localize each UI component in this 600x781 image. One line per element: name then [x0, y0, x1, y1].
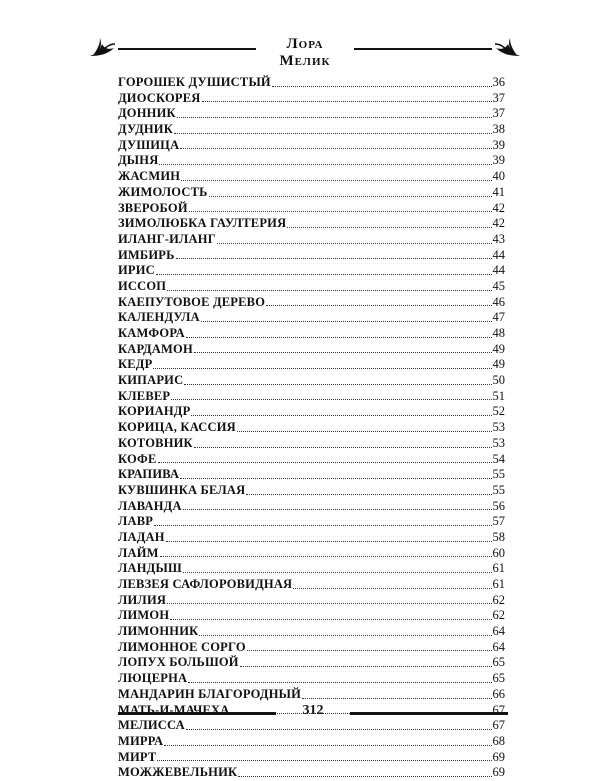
toc-entry — [118, 138, 505, 154]
footer-rule-left — [118, 712, 276, 715]
toc-entry — [118, 765, 505, 781]
toc-entry-title: КИПАРИС — [118, 373, 184, 388]
dot-leader — [293, 587, 491, 589]
dot-leader — [199, 634, 491, 636]
toc-entry-page: 69 — [492, 765, 505, 780]
toc-entry-title: ЛОПУХ БОЛЬШОЙ — [118, 655, 239, 670]
toc-entry-title: ЛИЛИЯ — [118, 592, 167, 607]
toc-entry-page: 42 — [492, 200, 505, 215]
dot-leader — [181, 179, 491, 181]
toc-entry-title: КЕДР — [118, 357, 153, 372]
toc-entry-page: 53 — [492, 435, 505, 450]
toc-entry-page: 69 — [492, 749, 505, 764]
toc-entry-page: 67 — [492, 718, 505, 733]
dot-leader — [194, 351, 492, 353]
dot-leader — [217, 242, 492, 244]
toc-entry-page: 57 — [492, 514, 505, 529]
toc-entry — [118, 263, 505, 279]
toc-entry-title: ИРИС — [118, 263, 155, 278]
toc-entry-page: 62 — [492, 592, 505, 607]
toc-entry-title: КАЕПУТОВОЕ ДЕРЕВО — [118, 294, 266, 309]
toc-entry-title: КАЛЕНДУЛА — [118, 310, 200, 325]
toc-entry — [118, 153, 505, 169]
header-title: Лора Мелик — [279, 36, 331, 69]
toc-entry — [118, 655, 505, 671]
dot-leader — [272, 85, 492, 87]
toc-entry — [118, 373, 505, 389]
toc-entry — [118, 546, 505, 562]
toc-entry — [118, 734, 505, 750]
toc-entry-title: ДИОСКОРЕЯ — [118, 90, 201, 105]
toc-entry-title: ДОННИК — [118, 106, 176, 121]
toc-entry-title: ЛИМОННИК — [118, 624, 199, 639]
running-header — [88, 34, 522, 69]
dot-leader — [188, 681, 491, 683]
dot-leader — [174, 132, 492, 134]
toc-entry-page: 55 — [492, 482, 505, 497]
dot-leader — [189, 210, 492, 212]
toc-entry-title: ДУШИЦА — [118, 137, 180, 152]
toc-entry-title: ЛЕВЗЕЯ САФЛОРОВИДНАЯ — [118, 577, 293, 591]
toc-entry — [118, 279, 505, 295]
dot-leader — [159, 163, 491, 165]
toc-entry — [118, 185, 505, 201]
toc-entry — [118, 452, 505, 468]
toc-entry — [118, 750, 505, 766]
toc-entry — [118, 201, 505, 217]
toc-entry-page: 41 — [492, 184, 505, 199]
toc-entry-page: 37 — [492, 106, 505, 121]
dot-leader — [176, 257, 492, 259]
toc-entry-title: ЛАНДЫШ — [118, 561, 182, 576]
toc-entry — [118, 91, 505, 107]
toc-entry-title: ДУДНИК — [118, 122, 173, 137]
toc-entry-title: ГОРОШЕК ДУШИСТЫЙ — [118, 75, 271, 89]
toc-entry-title: ЛИМОН — [118, 608, 170, 623]
dot-leader — [194, 446, 492, 448]
toc-entry-page: 50 — [492, 373, 505, 388]
toc-entry-page: 45 — [492, 278, 505, 293]
header-rule-left — [118, 48, 256, 50]
toc-entry-page: 65 — [492, 671, 505, 686]
toc-entry — [118, 530, 505, 546]
toc-entry-page: 61 — [492, 561, 505, 576]
leaf-ornament-icon — [88, 36, 116, 60]
toc-entry-page: 52 — [492, 404, 505, 419]
toc-entry — [118, 232, 505, 248]
toc-entry-page: 36 — [492, 75, 505, 89]
dot-leader — [170, 618, 491, 620]
toc-entry-page: 40 — [492, 169, 505, 184]
toc-entry-title: КАРДАМОН — [118, 341, 193, 356]
toc-entry-title: КОРИЦА, КАССИЯ — [118, 420, 236, 435]
dot-leader — [247, 649, 492, 651]
page-number: 312 — [302, 703, 324, 718]
toc-entry — [118, 514, 505, 530]
toc-entry-page: 67 — [492, 702, 505, 717]
dot-leader — [158, 461, 492, 463]
dot-leader — [183, 571, 492, 573]
toc-entry-page: 51 — [492, 388, 505, 403]
dot-leader — [167, 602, 491, 604]
toc-entry-title: МЕЛИССА — [118, 718, 185, 733]
toc-entry — [118, 295, 505, 311]
toc-entry-page: 62 — [492, 608, 505, 623]
toc-entry — [118, 122, 505, 138]
toc-entry-page: 49 — [492, 341, 505, 356]
dot-leader — [287, 226, 491, 228]
toc-entry-page: 53 — [492, 420, 505, 435]
toc-entry-title: ЗВЕРОБОЙ — [118, 200, 188, 215]
dot-leader — [177, 116, 492, 118]
toc-entry — [118, 499, 505, 515]
toc-entry — [118, 640, 505, 656]
dot-leader — [237, 430, 492, 432]
toc-entry — [118, 608, 505, 624]
dot-leader — [183, 508, 492, 510]
dot-leader — [166, 540, 492, 542]
toc-entry-page: 38 — [492, 122, 505, 137]
toc-entry-title: КРАПИВА — [118, 467, 180, 482]
toc-entry — [118, 436, 505, 452]
toc-entry — [118, 342, 505, 358]
toc-entry — [118, 671, 505, 687]
dot-leader — [184, 383, 491, 385]
toc-entry — [118, 169, 505, 185]
dot-leader — [202, 100, 492, 102]
toc-entry-page: 65 — [492, 655, 505, 670]
toc-entry-page: 54 — [492, 451, 505, 466]
dot-leader — [167, 289, 491, 291]
toc-entry-title: ЛАЙМ — [118, 545, 159, 560]
toc-entry — [118, 106, 505, 122]
dot-leader — [209, 195, 492, 197]
toc-entry-page: 64 — [492, 639, 505, 654]
toc-entry — [118, 420, 505, 436]
toc-entry — [118, 389, 505, 405]
toc-entry-title: ИЛАНГ-ИЛАНГ — [118, 231, 216, 246]
dot-leader — [156, 273, 492, 275]
toc-entry-page: 61 — [492, 577, 505, 591]
page-footer — [118, 700, 508, 724]
toc-entry — [118, 561, 505, 577]
dot-leader — [180, 477, 491, 479]
toc-entry-page: 66 — [492, 686, 505, 701]
toc-entry-page: 60 — [492, 545, 505, 560]
toc-entry-title: ДЫНЯ — [118, 153, 159, 168]
dot-leader — [153, 367, 491, 369]
toc-entry — [118, 483, 505, 499]
toc-entry-title: КОТОВНИК — [118, 435, 193, 450]
toc-entry-page: 39 — [492, 137, 505, 152]
toc-entry-page: 68 — [492, 733, 505, 748]
toc-entry-title: КЛЕВЕР — [118, 388, 171, 403]
toc-entry — [118, 310, 505, 326]
toc-entry-title: ИМБИРЬ — [118, 247, 175, 262]
toc-entry-page: 37 — [492, 90, 505, 105]
dot-leader — [186, 728, 492, 730]
toc-entry-title: ЖАСМИН — [118, 169, 181, 184]
toc-entry — [118, 216, 505, 232]
leaf-ornament-icon — [494, 36, 522, 60]
dot-leader — [186, 336, 492, 338]
toc-entry — [118, 467, 505, 483]
toc-entry — [118, 624, 505, 640]
toc-entry-title: КОРИАНДР — [118, 404, 191, 419]
toc-entry-page: 46 — [492, 294, 505, 309]
dot-leader — [201, 320, 492, 322]
dot-leader — [238, 775, 491, 777]
toc-entry-page: 44 — [492, 247, 505, 262]
dot-leader — [246, 493, 491, 495]
dot-leader — [240, 665, 492, 667]
toc-entry-page: 64 — [492, 624, 505, 639]
toc-entry — [118, 357, 505, 373]
toc-entry-page: 47 — [492, 310, 505, 325]
toc-entry-title: МАНДАРИН БЛАГОРОДНЫЙ — [118, 686, 302, 701]
toc-entry — [118, 577, 505, 593]
toc-entry-title: ЖИМОЛОСТЬ — [118, 184, 208, 199]
dot-leader — [171, 398, 491, 400]
dot-leader — [164, 744, 491, 746]
header-rule-right — [354, 48, 492, 50]
toc-entry — [118, 326, 505, 342]
toc-entry-title: ЛАВР — [118, 514, 154, 529]
table-of-contents — [118, 75, 505, 781]
toc-entry-page: 42 — [492, 216, 505, 231]
toc-entry-page: 58 — [492, 529, 505, 544]
toc-entry-title: ИССОП — [118, 278, 167, 293]
toc-entry — [118, 75, 505, 91]
toc-entry-page: 56 — [492, 498, 505, 513]
toc-entry-page: 44 — [492, 263, 505, 278]
dot-leader — [191, 414, 491, 416]
toc-entry-page: 49 — [492, 357, 505, 372]
toc-entry-title: МОЖЖЕВЕЛЬНИК — [118, 765, 238, 780]
toc-entry-title: ЛИМОННОЕ СОРГО — [118, 639, 246, 654]
toc-entry — [118, 593, 505, 609]
toc-entry-title: ЗИМОЛЮБКА ГАУЛТЕРИЯ — [118, 216, 287, 231]
toc-entry — [118, 404, 505, 420]
dot-leader — [160, 555, 492, 557]
toc-entry-title: МАТЬ-И-МАЧЕХА — [118, 702, 230, 717]
toc-entry-title: МИРТ — [118, 749, 157, 764]
toc-entry — [118, 248, 505, 264]
toc-entry-title: ЛЮЦЕРНА — [118, 671, 188, 686]
dot-leader — [154, 524, 491, 526]
toc-entry-title: ЛАДАН — [118, 529, 165, 544]
toc-entry-title: КОФЕ — [118, 451, 157, 466]
toc-entry-page: 43 — [492, 231, 505, 246]
toc-entry-page: 39 — [492, 153, 505, 168]
toc-entry-title: ЛАВАНДА — [118, 498, 182, 513]
toc-entry-title: МИРРА — [118, 733, 164, 748]
dot-leader — [266, 304, 491, 306]
dot-leader — [302, 697, 491, 699]
footer-rule-right — [350, 712, 508, 715]
toc-entry-title: КУВШИНКА БЕЛАЯ — [118, 482, 246, 497]
toc-entry-title: КАМФОРА — [118, 326, 185, 340]
toc-entry-page: 55 — [492, 467, 505, 482]
toc-entry-page: 48 — [492, 326, 505, 340]
dot-leader — [157, 759, 491, 761]
dot-leader — [180, 147, 491, 149]
